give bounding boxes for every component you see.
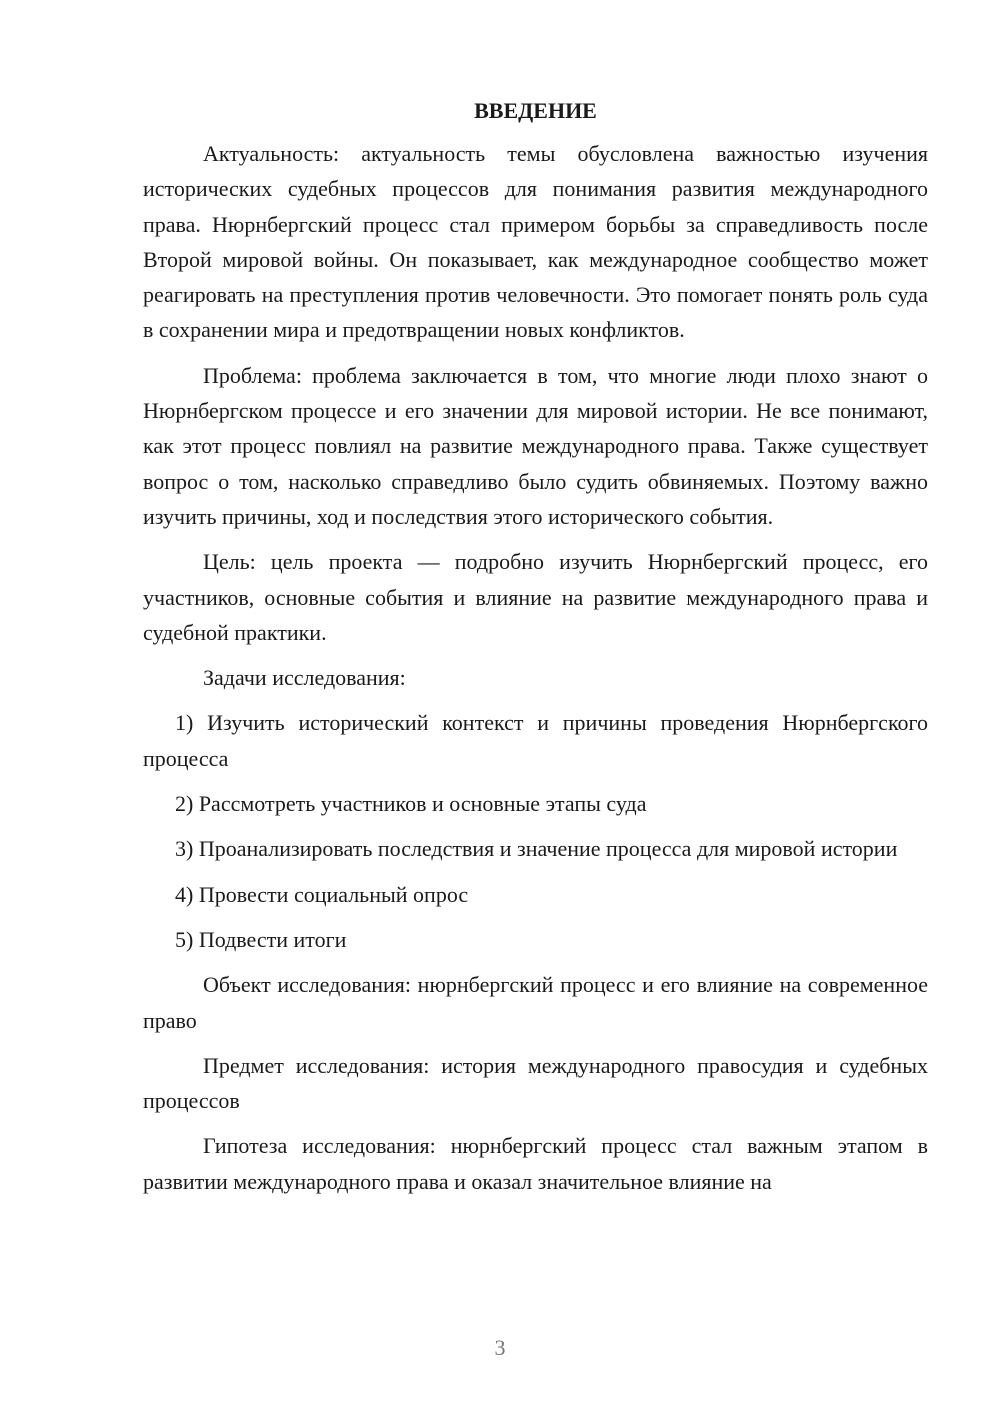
list-item: 5) Подвести итоги [175, 926, 347, 952]
paragraph-relevance: Актуальность: актуальность темы обусловлена важностью изучения исторических судебных процессов для понимания развития международного права. Нюрнбергский процесс стал примером борьбы за справедливость после Второй мировой войны. Он показывает, как международное сообщество может реагировать на преступления против человечности. Это помогает понять роль суда в сохранении мира и предотвращении новых конфликтов. [143, 141, 928, 343]
document-page [143, 96, 928, 1209]
section-title: ВВЕДЕНИЕ [474, 98, 597, 123]
list-item: 3) Проанализировать последствия и значение процесса для мировой истории [175, 836, 898, 862]
paragraph-goal: Цель: цель проекта — подробно изучить Нюрнбергский процесс, его участников, основные события и влияние на развитие международного права и судебной практики. [143, 549, 928, 645]
list-item: 2) Рассмотреть участников и основные этапы суда [175, 791, 647, 817]
list-item: 1) Изучить исторический контекст и причины проведения Нюрнбергского процесса [143, 710, 928, 771]
page-number: 3 [494, 1335, 506, 1360]
paragraph-problem: Проблема: проблема заключается в том, что многие люди плохо знают о Нюрнбергском процессе и его значении для мировой истории. Не все понимают, как этот процесс повлиял на развитие международного права. Также существует вопрос о том, насколько справедливо было судить обвиняемых. Поэтому важно изучить причины, ход и последствия этого исторического события. [143, 362, 928, 529]
list-item: 4) Провести социальный опрос [175, 881, 469, 907]
paragraph-subject: Предмет исследования: история международного правосудия и судебных процессов [143, 1052, 928, 1114]
paragraph-object: Объект исследования: нюрнбергский процесс и его влияние на современное право [143, 972, 928, 1033]
tasks-list [143, 705, 928, 957]
paragraph-hypothesis: Гипотеза исследования: нюрнбергский процесс стал важным этапом в развитии международного права и оказал значительное влияние на [143, 1133, 928, 1194]
tasks-heading: Задачи исследования: [203, 665, 406, 691]
